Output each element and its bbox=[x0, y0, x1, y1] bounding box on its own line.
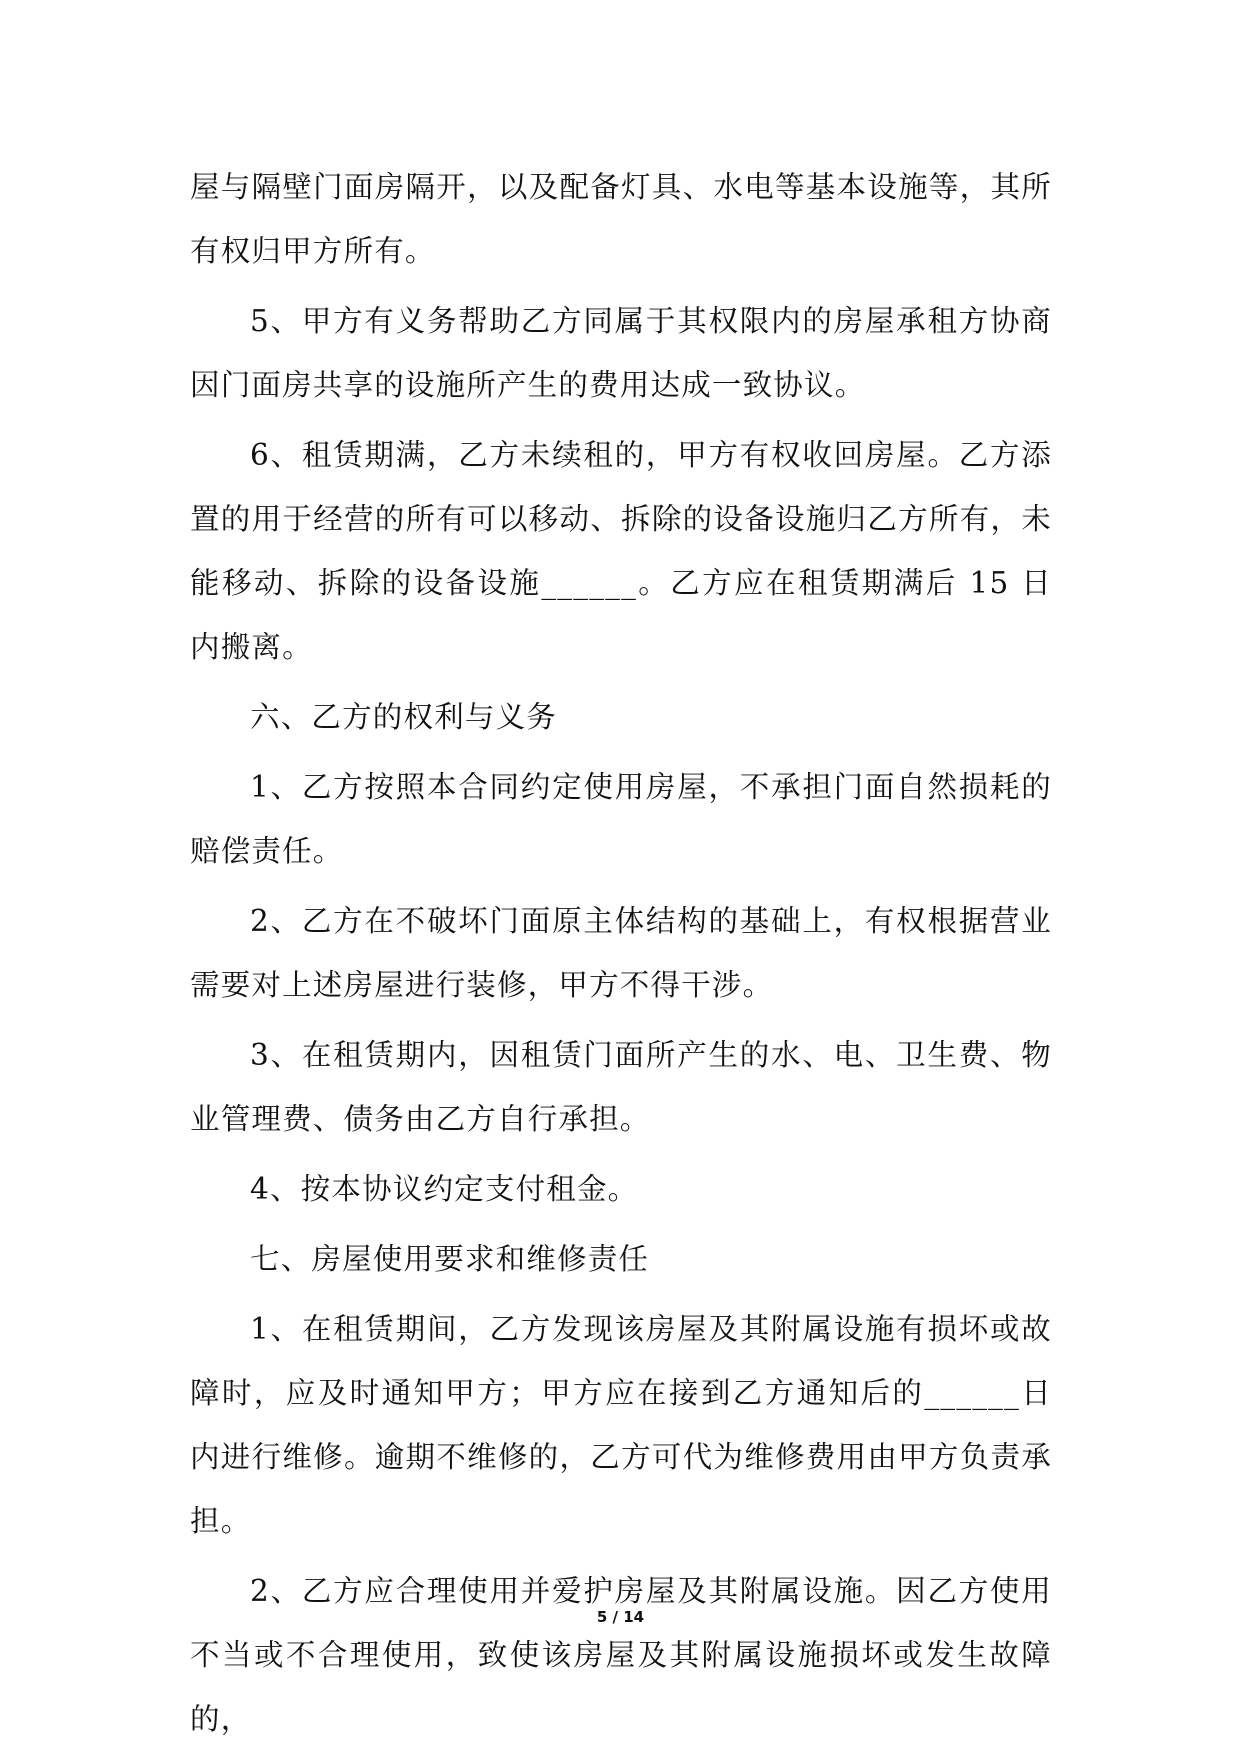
clause-6-paragraph: 6、租赁期满，乙方未续租的，甲方有权收回房屋。乙方添置的用于经营的所有可以移动、拆除的设备设施归乙方所有，未能移动、拆除的设备设施______。乙方应在租赁期满后 15 日内搬离。 bbox=[190, 438, 1052, 664]
paragraph-continuation: 屋与隔壁门面房隔开，以及配备灯具、水电等基本设施等，其所有权归甲方所有。 bbox=[190, 170, 1052, 268]
clause-5-paragraph: 5、甲方有义务帮助乙方同属于其权限内的房屋承租方协商因门面房共享的设施所产生的费用达成一致协议。 bbox=[190, 304, 1052, 402]
party-b-clause-2: 2、乙方在不破坏门面原主体结构的基础上，有权根据营业需要对上述房屋进行装修，甲方不得干涉。 bbox=[190, 904, 1052, 1002]
page-number: 5 / 14 bbox=[596, 1608, 645, 1626]
party-b-clause-4: 4、按本协议约定支付租金。 bbox=[250, 1172, 639, 1206]
document-body bbox=[190, 155, 1052, 1757]
party-b-clause-1: 1、乙方按照本合同约定使用房屋，不承担门面自然损耗的赔偿责任。 bbox=[190, 770, 1052, 868]
maintenance-clause-1: 1、在租赁期间，乙方发现该房屋及其附属设施有损坏或故障时，应及时通知甲方；甲方应在接到乙方通知后的______日内进行维修。逾期不维修的，乙方可代为维修费用由甲方负责承担。 bbox=[190, 1312, 1052, 1538]
section-heading-maintenance: 七、房屋使用要求和维修责任 bbox=[250, 1242, 650, 1276]
maintenance-clause-2: 2、乙方应合理使用并爱护房屋及其附属设施。因乙方使用不当或不合理使用，致使该房屋及其附属设施损坏或发生故障的， bbox=[190, 1574, 1052, 1736]
section-heading-party-b-rights: 六、乙方的权利与义务 bbox=[250, 700, 558, 734]
party-b-clause-3: 3、在租赁期内，因租赁门面所产生的水、电、卫生费、物业管理费、债务由乙方自行承担。 bbox=[190, 1038, 1052, 1136]
